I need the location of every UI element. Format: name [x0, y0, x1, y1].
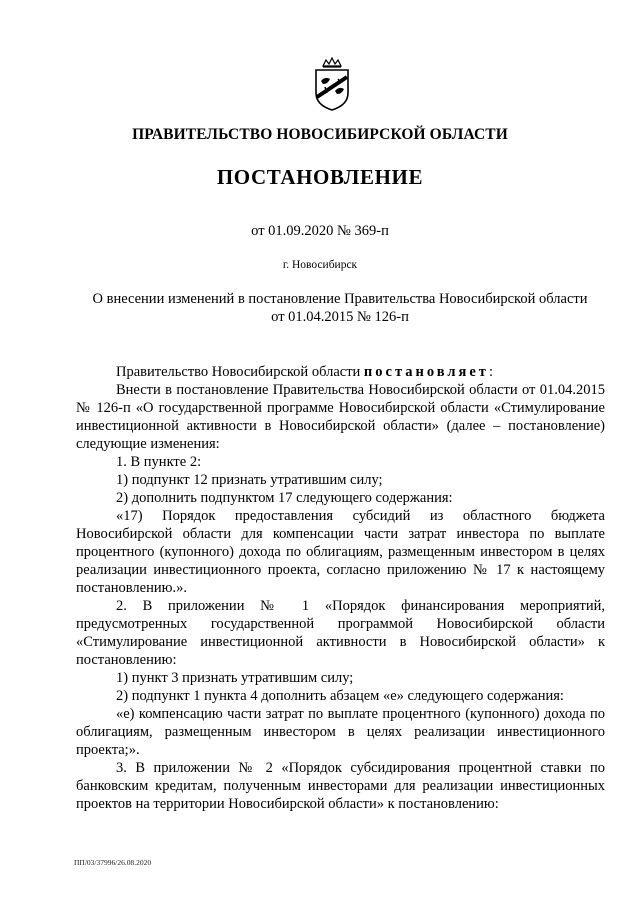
- body-paragraph: 1. В пункте 2:: [116, 454, 202, 470]
- body-paragraph: 2. В приложении № 1 «Порядок финансирования мероприятий, предусмотренных государственной программой Новосибирской области «Стимулирование инвестиционной активности в Новосибирской области» к постановлению:: [76, 598, 605, 668]
- footer-document-code: ПП/03/37996/26.08.2020: [74, 858, 152, 867]
- intro-prefix: Правительство Новосибирской области: [116, 364, 364, 380]
- body-paragraph: 1) подпункт 12 признать утратившим силу;: [116, 472, 383, 488]
- document-body: [76, 363, 605, 813]
- document-date-number: от 01.09.2020 № 369-п: [251, 223, 389, 239]
- body-paragraph: 2) дополнить подпунктом 17 следующего содержания:: [116, 490, 453, 506]
- organization-name: ПРАВИТЕЛЬСТВО НОВОСИБИРСКОЙ ОБЛАСТИ: [132, 126, 508, 143]
- subject-line-1: О внесении изменений в постановление Правительства Новосибирской области: [92, 291, 588, 307]
- document-type-title: ПОСТАНОВЛЕНИЕ: [216, 165, 424, 189]
- body-paragraph: «17) Порядок предоставления субсидий из областного бюджета Новосибирской области для компенсации части затрат инвестора по выплате процентного (купонного) дохода по облигациям, размещенным инвестором в целях реализации инвестиционного проекта, согласно приложению № 17 к настоящему постановлению.».: [76, 508, 605, 596]
- subject-line-2: от 01.04.2015 № 126-п: [271, 309, 409, 325]
- body-paragraph: 3. В приложении № 2 «Порядок субсидирования процентной ставки по банковским кредитам, полученным инвесторами для реализации инвестиционных проектов на территории Новосибирской области» к постановлению:: [76, 760, 605, 812]
- body-paragraph: Внести в постановление Правительства Новосибирской области от 01.04.2015 № 126-п «О государственной программе Новосибирской области «Стимулирование инвестиционной активности в Новосибирской области» (далее – постановление) следующие изменения:: [76, 382, 605, 452]
- novosibirsk-coat-of-arms-icon: [311, 57, 353, 112]
- intro-suffix: :: [488, 364, 493, 380]
- document-subject: [40, 290, 640, 326]
- intro-paragraph: [76, 363, 605, 381]
- body-paragraph: 2) подпункт 1 пункта 4 дополнить абзацем «е» следующего содержания:: [116, 688, 564, 704]
- decree-word: постановляет: [363, 364, 489, 380]
- body-paragraph: «е) компенсацию части затрат по выплате процентного (купонного) дохода по облигациям, размещенным инвестором в целях реализации инвестиционного проекта;».: [76, 706, 605, 758]
- body-paragraph: 1) пункт 3 признать утратившим силу;: [116, 670, 354, 686]
- document-city: г. Новосибирск: [282, 259, 358, 271]
